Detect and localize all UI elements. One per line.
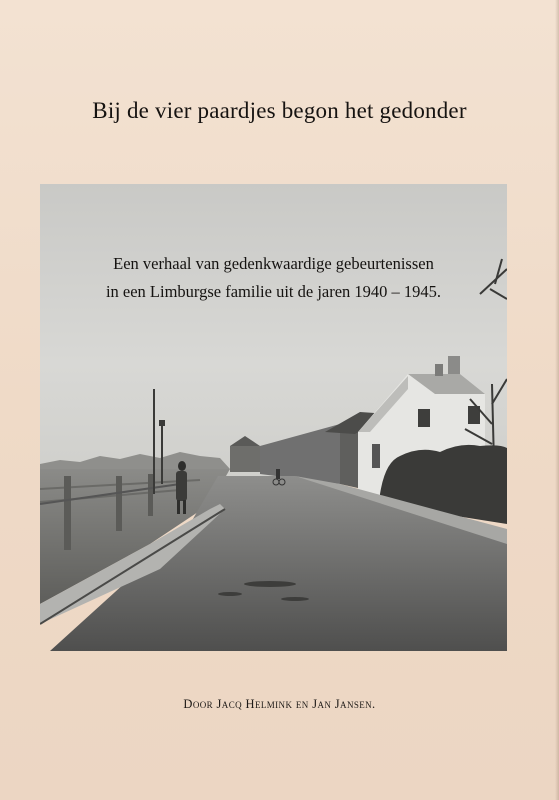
author-line: Door Jacq Helmink en Jan Jansen. xyxy=(183,697,376,711)
book-title: Bij de vier paardjes begon het gedonder xyxy=(92,98,467,123)
book-subtitle xyxy=(40,250,507,306)
spine-edge-shadow xyxy=(555,0,559,800)
subtitle-line-2: in een Limburgse familie uit de jaren 1940 – 1945. xyxy=(105,282,442,301)
subtitle-line-1: Een verhaal van gedenkwaardige gebeurtenissen xyxy=(113,254,434,273)
